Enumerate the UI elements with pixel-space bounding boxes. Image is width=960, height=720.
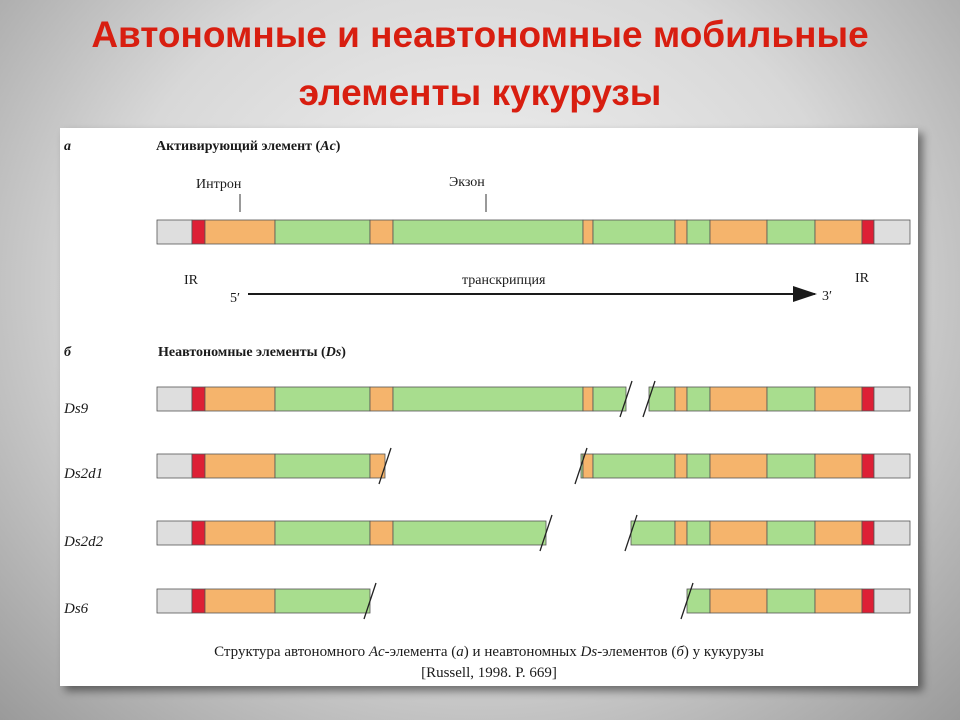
exon-segment	[687, 387, 710, 411]
intron-segment	[675, 454, 687, 478]
exon-segment	[275, 589, 370, 613]
intron-segment	[205, 589, 275, 613]
intron-segment	[583, 387, 593, 411]
exon-segment	[275, 387, 370, 411]
transcription-label: транскрипция	[462, 273, 546, 288]
exon-segment	[687, 220, 710, 244]
ds2d2-element-bar	[157, 515, 910, 551]
intron-segment	[205, 521, 275, 545]
terminal-segment	[157, 220, 192, 244]
exon-segment	[687, 454, 710, 478]
ds2d1-element-bar	[157, 448, 910, 484]
ds9-label: Ds9	[64, 401, 89, 417]
intron-segment	[710, 387, 767, 411]
exon-segment	[767, 454, 815, 478]
ir-right-label: IR	[855, 271, 869, 286]
exon-segment	[593, 220, 675, 244]
terminal-segment	[157, 521, 192, 545]
inverted-repeat	[862, 454, 874, 478]
exon-segment	[275, 220, 370, 244]
intron-segment	[710, 521, 767, 545]
panel-a-letter: а	[64, 139, 71, 154]
ds2d2-label: Ds2d2	[64, 534, 104, 550]
intron-segment	[205, 454, 275, 478]
panel-b-letter: б	[64, 345, 71, 360]
intron-segment	[815, 454, 862, 478]
exon-segment	[687, 521, 710, 545]
slide-title-line1: Автономные и неавтономные мобильные	[91, 14, 869, 55]
panel-b-heading: Неавтономные элементы (Ds)	[158, 345, 346, 360]
intron-segment	[205, 220, 275, 244]
five-prime-label: 5′	[230, 291, 241, 306]
exon-segment	[593, 387, 626, 411]
inverted-repeat	[862, 521, 874, 545]
ds9-element-bar	[157, 381, 910, 417]
terminal-segment	[157, 589, 192, 613]
terminal-segment	[874, 521, 910, 545]
terminal-segment	[874, 589, 910, 613]
intron-segment	[815, 220, 862, 244]
exon-segment	[393, 521, 546, 545]
intron-segment	[815, 387, 862, 411]
intron-segment	[370, 521, 393, 545]
exon-segment	[275, 454, 370, 478]
exon-segment	[631, 521, 675, 545]
intron-segment	[710, 454, 767, 478]
exon-segment	[767, 589, 815, 613]
inverted-repeat	[192, 454, 205, 478]
ds6-label: Ds6	[64, 601, 89, 617]
intron-segment	[583, 220, 593, 244]
intron-segment	[370, 220, 393, 244]
exon-segment	[767, 220, 815, 244]
intron-segment	[370, 387, 393, 411]
exon-segment	[393, 220, 583, 244]
exon-segment	[767, 521, 815, 545]
figure-panel	[60, 128, 918, 686]
exon-segment	[393, 387, 583, 411]
inverted-repeat	[192, 589, 205, 613]
inverted-repeat	[192, 387, 205, 411]
intron-segment	[710, 589, 767, 613]
intron-label: Интрон	[196, 177, 242, 192]
intron-segment	[675, 220, 687, 244]
terminal-segment	[874, 387, 910, 411]
exon-segment	[593, 454, 675, 478]
intron-segment	[815, 589, 862, 613]
intron-segment	[675, 387, 687, 411]
terminal-segment	[874, 220, 910, 244]
terminal-segment	[157, 387, 192, 411]
inverted-repeat	[192, 220, 205, 244]
terminal-segment	[874, 454, 910, 478]
slide-title	[0, 6, 960, 122]
ds2d1-label: Ds2d1	[64, 466, 104, 482]
three-prime-label: 3′	[822, 289, 833, 304]
inverted-repeat	[862, 387, 874, 411]
exon-label: Экзон	[449, 175, 485, 190]
intron-segment	[710, 220, 767, 244]
intron-segment	[675, 521, 687, 545]
exon-segment	[275, 521, 370, 545]
panel-a-heading: Активирующий элемент (Ac)	[156, 139, 341, 154]
ir-left-label: IR	[184, 273, 198, 288]
inverted-repeat	[862, 589, 874, 613]
figure-caption-line1: Структура автономного Ac-элемента (а) и неавтономных Ds-элементов (б) у кукурузы	[214, 644, 764, 660]
inverted-repeat	[192, 521, 205, 545]
figure-caption-line2: [Russell, 1998. P. 669]	[421, 665, 557, 681]
ds6-element-bar	[157, 583, 910, 619]
intron-segment	[583, 454, 593, 478]
intron-segment	[205, 387, 275, 411]
intron-segment	[815, 521, 862, 545]
slide-title-line2: элементы кукурузы	[298, 72, 662, 113]
gene-structure-diagram	[60, 128, 918, 686]
terminal-segment	[157, 454, 192, 478]
ac-element-bar	[157, 220, 910, 244]
exon-segment	[767, 387, 815, 411]
inverted-repeat	[862, 220, 874, 244]
exon-segment	[649, 387, 675, 411]
